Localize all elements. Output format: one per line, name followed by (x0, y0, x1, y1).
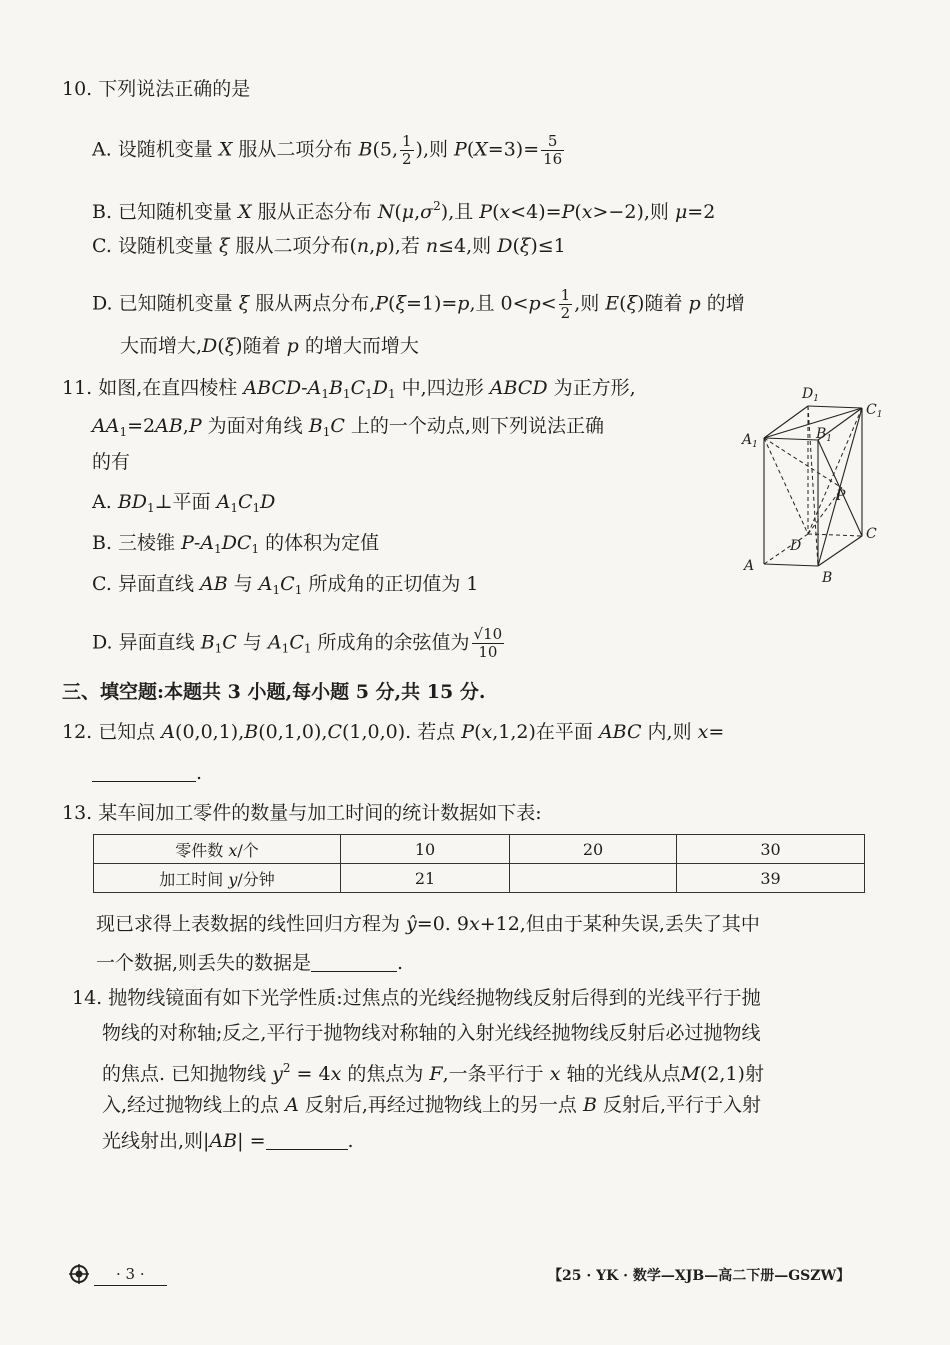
label-b: B (822, 570, 833, 586)
q11-option-a: A. $BD_1\perp$平面 $A_1C_1D$ (92, 491, 276, 515)
table-cell: 10 (341, 835, 510, 864)
label-a: A (744, 558, 755, 574)
label-b1: $B_1$ (816, 426, 833, 444)
label-c1: $C_1$ (866, 402, 883, 420)
table-cell: 30 (677, 835, 865, 864)
q11-stem-line2: $AA_1=2AB,P$ 为面对角线 $B_1C$ 上的一个动点,则下列说法正确 (92, 415, 604, 439)
q14-answer-blank[interactable] (266, 1131, 348, 1150)
q10-option-d-continued: 大而增大,D(ξ)随着 p 的增大而增大 (120, 335, 419, 357)
publisher-logo-icon (68, 1263, 90, 1285)
q13-data-table (93, 834, 865, 893)
q14-line1: 14. 抛物线镜面有如下光学性质:过焦点的光线经抛物线反射后得到的光线平行于抛 (72, 987, 761, 1009)
q11-option-d: D. 异面直线 $B_1C$ 与 $A_1C_1$ 所成角的余弦值为 $\frac{√10}{10}$ (92, 625, 503, 661)
q11-stem-line3: 的有 (92, 451, 131, 473)
q14-line5: 光线射出,则|AB| = . (102, 1130, 354, 1152)
table-cell: 20 (510, 835, 677, 864)
q12-answer-blank[interactable] (92, 763, 196, 782)
q13-line3: 一个数据,则丢失的数据是 . (96, 952, 404, 974)
q11-stem-line1: 11. 如图,在直四棱柱 ABCD-$A_1B_1C_1D_1$ 中,四边形 ABCD 为正方形, (62, 377, 636, 401)
q12-stem: 12. 已知点 A(0,0,1),B(0,1,0),C(1,0,0). 若点 P(x,1,2)在平面 ABC 内,则 x= (62, 721, 725, 743)
q13-line2: 现已求得上表数据的线性回归方程为 ŷ=0. 9x+12,但由于某种失误,丢失了其中 (96, 913, 760, 935)
table-header-y: 加工时间 y/分钟 (94, 864, 341, 893)
q14-line2: 物线的对称轴;反之,平行于抛物线对称轴的入射光线经抛物线反射后必过抛物线 (102, 1022, 761, 1044)
table-row (94, 864, 865, 893)
table-cell: 21 (341, 864, 510, 893)
table-row (94, 835, 865, 864)
label-d1: $D_1$ (802, 386, 819, 404)
page-number: · 3 · (94, 1265, 167, 1286)
exam-code: 【25 · YK · 数学—XJB—高二下册—GSZW】 (548, 1268, 851, 1284)
section-3-heading: 三、填空题:本题共 3 小题,每小题 5 分,共 15 分. (62, 681, 486, 703)
q12-answer-line[interactable]: . (92, 760, 202, 786)
table-header-x: 零件数 x/个 (94, 835, 341, 864)
q13-stem: 13. 某车间加工零件的数量与加工时间的统计数据如下表: (62, 802, 542, 824)
q10-option-b: B. 已知随机变量 X 服从正态分布 $N(\mu,\sigma^2)$,且 P(x<4)=P(x>−2),则 μ=2 (92, 199, 716, 223)
q10-option-c: C. 设随机变量 ξ 服从二项分布(n,p),若 n≤4,则 D(ξ)≤1 (92, 235, 566, 257)
label-c: C (866, 526, 877, 542)
q11-option-c: C. 异面直线 AB 与 $A_1C_1$ 所成角的正切值为 1 (92, 573, 479, 597)
table-cell: 39 (677, 864, 865, 893)
label-p: P (836, 488, 846, 504)
q10-stem: 10. 下列说法正确的是 (62, 78, 251, 100)
q10-option-a: A. 设随机变量 X 服从二项分布 B(5, $\frac{1}{2}$ ),则 P(X=3)= $\frac{5}{16}$ (92, 132, 563, 168)
table-cell-missing (510, 864, 677, 893)
label-d: D (790, 538, 802, 554)
label-a1: $A_1$ (742, 432, 758, 450)
q13-answer-blank[interactable] (311, 953, 397, 972)
q10-option-d: D. 已知随机变量 ξ 服从两点分布,P(ξ=1)=p,且 0<p< $\frac{1}{2}$ ,则 E(ξ)随着 p 的增 (92, 286, 745, 322)
edge-a1-d1 (764, 406, 808, 438)
prism-figure (738, 378, 888, 588)
q14-line3: 的焦点. 已知抛物线 $y^2 = 4x$ 的焦点为 F,一条平行于 x 轴的光线从点M(2,1)射 (102, 1061, 764, 1085)
q14-line4: 入,经过抛物线上的点 A 反射后,再经过抛物线上的另一点 B 反射后,平行于入射 (102, 1094, 762, 1116)
q11-option-b: B. 三棱锥 $P-A_1DC_1$ 的体积为定值 (92, 532, 380, 556)
